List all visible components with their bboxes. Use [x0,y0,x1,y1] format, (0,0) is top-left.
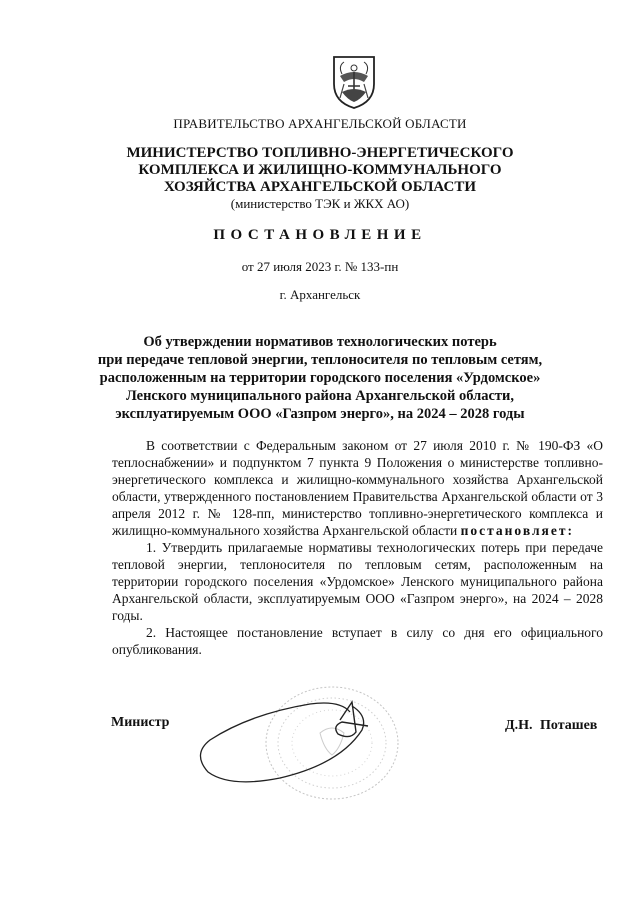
ministry-line: КОМПЛЕКСА И ЖИЛИЩНО-КОММУНАЛЬНОГО [138,162,502,178]
government-name: ПРАВИТЕЛЬСТВО АРХАНГЕЛЬСКОЙ ОБЛАСТИ [173,116,467,131]
subject-line: Об утверждении нормативов технологических потерь [143,334,497,350]
decree-city: г. Архангельск [279,287,361,302]
decree-subject [0,333,640,423]
subject-line: при передаче тепловой энергии, теплоносителя по тепловым сетям, [97,352,543,368]
signatory-position: Министр [111,715,170,730]
subject-line: эксплуатируемым ООО «Газпром энерго», на 2024 – 2028 годы [115,406,525,422]
preamble-text: В соответствии с Федеральным законом от 27 июля 2010 г. № 190-ФЗ «О теплоснабжении» и подпунктом 7 пункта 9 Положения о министерстве топливно-энергетического комплекса и жилищно-коммунального хозяйства Архангельской области, утвержденного постановлением Правительства Архангельской области от 3 апреля 2012 г. № 128-пп, министерство топливно-энергетического комплекса и жилищно-коммунального хозяйства Архангельской области [112,438,603,538]
preamble-paragraph [112,437,603,539]
signatory-name: Д.Н. Поташев [505,718,598,733]
coat-of-arms-icon [330,54,378,110]
ministry-name [0,145,640,196]
ministry-line: ХОЗЯЙСТВА АРХАНГЕЛЬСКОЙ ОБЛАСТИ [163,179,477,195]
decides-word: постановляет: [460,523,574,538]
decree-date-number: от 27 июля 2023 г. № 133-пн [241,259,399,274]
decree-body [112,437,603,658]
item-1: 1. Утвердить прилагаемые нормативы технологических потерь при передаче тепловой энергии, теплоносителя по тепловым сетям, расположенным на территории городского поселения «Урдомское» Ленского муниципального района Архангельской области, эксплуатируемым ООО «Газпром энерго», на 2024 – 2028 годы. [112,540,603,623]
document-type-title: ПОСТАНОВЛЕНИЕ [213,227,427,243]
subject-line: Ленского муниципального района Архангельской области, [125,388,515,404]
ministry-line: МИНИСТЕРСТВО ТОПЛИВНО-ЭНЕРГЕТИЧЕСКОГО [126,145,514,161]
item-2: 2. Настоящее постановление вступает в силу со дня его официального опубликования. [112,625,603,657]
ministry-abbreviation: (министерство ТЭК и ЖКХ АО) [230,196,410,211]
handwritten-signature-icon [190,690,390,790]
subject-line: расположенным на территории городского поселения «Урдомское» [99,370,541,386]
